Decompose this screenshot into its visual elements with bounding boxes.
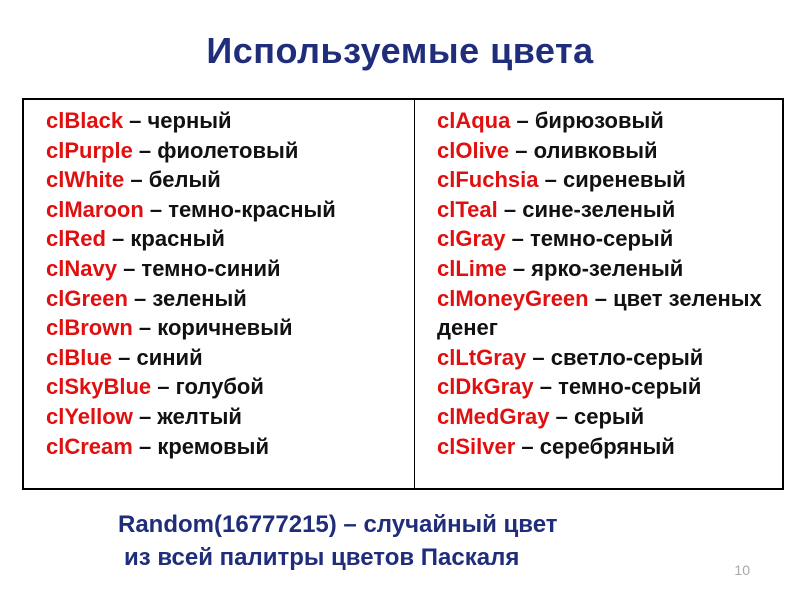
separator-dash: – — [143, 196, 169, 222]
list-item — [437, 343, 774, 373]
separator-dash: – — [515, 433, 540, 459]
color-table — [22, 98, 784, 490]
color-constant-name: clMoneyGreen — [437, 285, 589, 311]
footer-line-1: Random(16777215) – случайный цвет — [118, 511, 558, 538]
list-item — [46, 136, 414, 166]
list-item — [437, 165, 774, 195]
color-constant-name: clBlue — [46, 344, 113, 370]
color-constant-name: clLtGray — [437, 344, 527, 370]
list-item — [46, 343, 414, 373]
separator-dash: – — [526, 344, 551, 370]
color-constant-name: clMaroon — [46, 196, 144, 222]
color-description: оливковый — [533, 137, 658, 163]
list-item — [437, 432, 774, 462]
color-description: зеленый — [152, 285, 247, 311]
list-item — [46, 254, 414, 284]
color-description: цвет зеленых денег — [437, 285, 762, 341]
color-description: бирюзовый — [534, 108, 664, 133]
color-description: светло-серый — [550, 344, 704, 370]
color-constant-name: clRed — [46, 226, 106, 252]
list-item — [437, 402, 774, 432]
color-description: темно-красный — [168, 196, 336, 222]
color-description: серебряный — [539, 433, 675, 459]
separator-dash: – — [132, 403, 158, 429]
color-description: желтый — [157, 403, 242, 429]
color-constant-name: clNavy — [46, 255, 117, 281]
separator-dash: – — [510, 108, 535, 133]
list-item — [46, 195, 414, 225]
color-description: коричневый — [157, 315, 293, 341]
separator-dash: – — [124, 167, 149, 193]
list-item — [437, 136, 774, 166]
separator-dash: – — [132, 433, 158, 459]
color-constant-name: clFuchsia — [437, 167, 539, 193]
separator-dash: – — [123, 108, 148, 133]
page-title: Используемые цвета — [206, 30, 594, 71]
list-item — [46, 432, 414, 462]
list-item — [46, 313, 414, 343]
list-item — [437, 372, 774, 402]
color-constant-name: clPurple — [46, 137, 133, 163]
color-description: голубой — [175, 374, 264, 400]
page-number: 10 — [734, 562, 750, 578]
table-column-left — [24, 100, 415, 488]
separator-dash: – — [505, 226, 530, 252]
color-constant-name: clBlack — [46, 108, 124, 133]
separator-dash: – — [588, 285, 614, 311]
separator-dash: – — [533, 374, 559, 400]
color-description: сине-зеленый — [522, 196, 676, 222]
separator-dash: – — [112, 344, 137, 370]
color-constant-name: clGray — [437, 226, 506, 252]
color-description: сиреневый — [562, 167, 686, 193]
separator-dash: – — [509, 137, 534, 163]
list-item — [46, 284, 414, 314]
separator-dash: – — [132, 315, 158, 341]
separator-dash: – — [549, 403, 574, 429]
color-description: красный — [130, 226, 225, 252]
list-item — [46, 402, 414, 432]
color-constant-name: clCream — [46, 433, 133, 459]
color-description: темно-синий — [141, 255, 281, 281]
color-description: черный — [147, 108, 232, 133]
color-constant-name: clWhite — [46, 167, 125, 193]
color-description: синий — [136, 344, 203, 370]
separator-dash: – — [132, 137, 158, 163]
color-description: темно-серый — [529, 226, 674, 252]
separator-dash: – — [151, 374, 176, 400]
color-description: ярко-зеленый — [531, 255, 684, 281]
color-description: темно-серый — [558, 374, 702, 400]
list-item — [437, 284, 774, 343]
list-item — [46, 106, 414, 136]
color-constant-name: clYellow — [46, 403, 133, 429]
separator-dash: – — [538, 167, 563, 193]
color-description: белый — [148, 167, 221, 193]
color-constant-name: clTeal — [437, 196, 498, 222]
list-item — [46, 224, 414, 254]
list-item — [437, 254, 774, 284]
footer-line-2: из всей палитры цветов Паскаля — [124, 544, 520, 571]
list-item — [46, 372, 414, 402]
separator-dash: – — [497, 196, 523, 222]
color-constant-name: clSkyBlue — [46, 374, 152, 400]
color-constant-name: clDkGray — [437, 374, 534, 400]
list-item — [46, 165, 414, 195]
color-description: фиолетовый — [157, 137, 299, 163]
separator-dash: – — [116, 255, 142, 281]
list-item — [437, 106, 774, 136]
color-constant-name: clOlive — [437, 137, 510, 163]
color-constant-name: clAqua — [437, 108, 511, 133]
color-description: кремовый — [157, 433, 269, 459]
color-constant-name: clLime — [437, 255, 507, 281]
table-column-right — [415, 100, 782, 488]
list-item — [437, 224, 774, 254]
color-constant-name: clSilver — [437, 433, 516, 459]
separator-dash: – — [105, 226, 131, 252]
list-item — [437, 195, 774, 225]
footer-note — [118, 508, 558, 574]
color-constant-name: clGreen — [46, 285, 128, 311]
color-constant-name: clBrown — [46, 315, 133, 341]
color-constant-name: clMedGray — [437, 403, 550, 429]
color-description: серый — [573, 403, 645, 429]
separator-dash: – — [506, 255, 532, 281]
separator-dash: – — [127, 285, 153, 311]
